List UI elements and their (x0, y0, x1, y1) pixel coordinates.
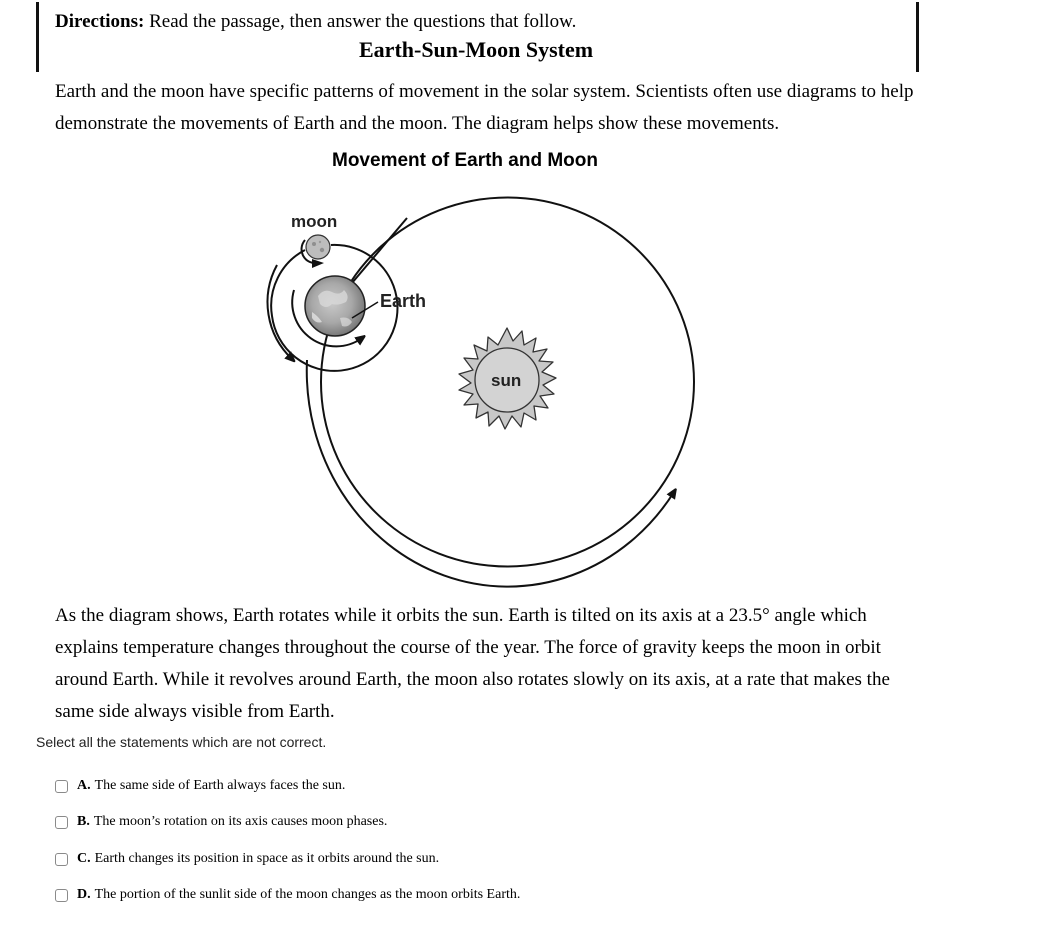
choice-d[interactable] (55, 887, 520, 903)
choice-b-letter: B. (77, 814, 90, 829)
choice-c-text: Earth changes its position in space as it orbits around the sun. (94, 851, 440, 866)
choice-d-letter: D. (77, 887, 91, 902)
choice-d-text: The portion of the sunlit side of the moon changes as the moon orbits Earth. (94, 887, 521, 902)
choice-c[interactable] (55, 851, 439, 867)
choice-b-text: The moon’s rotation on its axis causes moon phases. (93, 814, 388, 829)
moon-icon (306, 235, 330, 259)
intro-paragraph: Earth and the moon have specific patterns of movement in the solar system. Scientists often use diagrams to help demonstrate the movements of Earth and the moon. The diagram helps show these movements. (55, 81, 914, 134)
sun-label: sun (491, 371, 522, 390)
choice-b[interactable] (55, 814, 387, 830)
directions-label: Directions: (55, 11, 145, 32)
question-prompt: Select all the statements which are not correct. (36, 734, 327, 750)
checkbox-b[interactable] (55, 816, 68, 829)
moon-rotation-arrowhead-icon (312, 259, 324, 268)
choice-c-letter: C. (77, 851, 91, 866)
page-title: Earth-Sun-Moon System (359, 37, 594, 62)
choice-a-letter: A. (77, 778, 91, 793)
choice-a-text: The same side of Earth always faces the sun. (94, 778, 346, 793)
directions-text: Read the passage, then answer the questions that follow. (144, 11, 577, 32)
checkbox-d[interactable] (55, 889, 68, 902)
checkbox-a[interactable] (55, 780, 68, 793)
diagram-title: Movement of Earth and Moon (332, 150, 598, 171)
checkbox-c[interactable] (55, 853, 68, 866)
moon-label: moon (291, 212, 338, 231)
earth-icon (305, 276, 365, 336)
choice-a[interactable] (55, 778, 345, 794)
earth-label: Earth (380, 291, 427, 311)
explanation-paragraph: As the diagram shows, Earth rotates while it orbits the sun. Earth is tilted on its axis at a 23.5° angle which explains temperature changes throughout the course of the year. The force of gravity keeps the moon in orbit around Earth. While it revolves around Earth, the moon also rotates slowly on its axis, at a rate that makes the same side always visible from Earth. (55, 605, 890, 722)
